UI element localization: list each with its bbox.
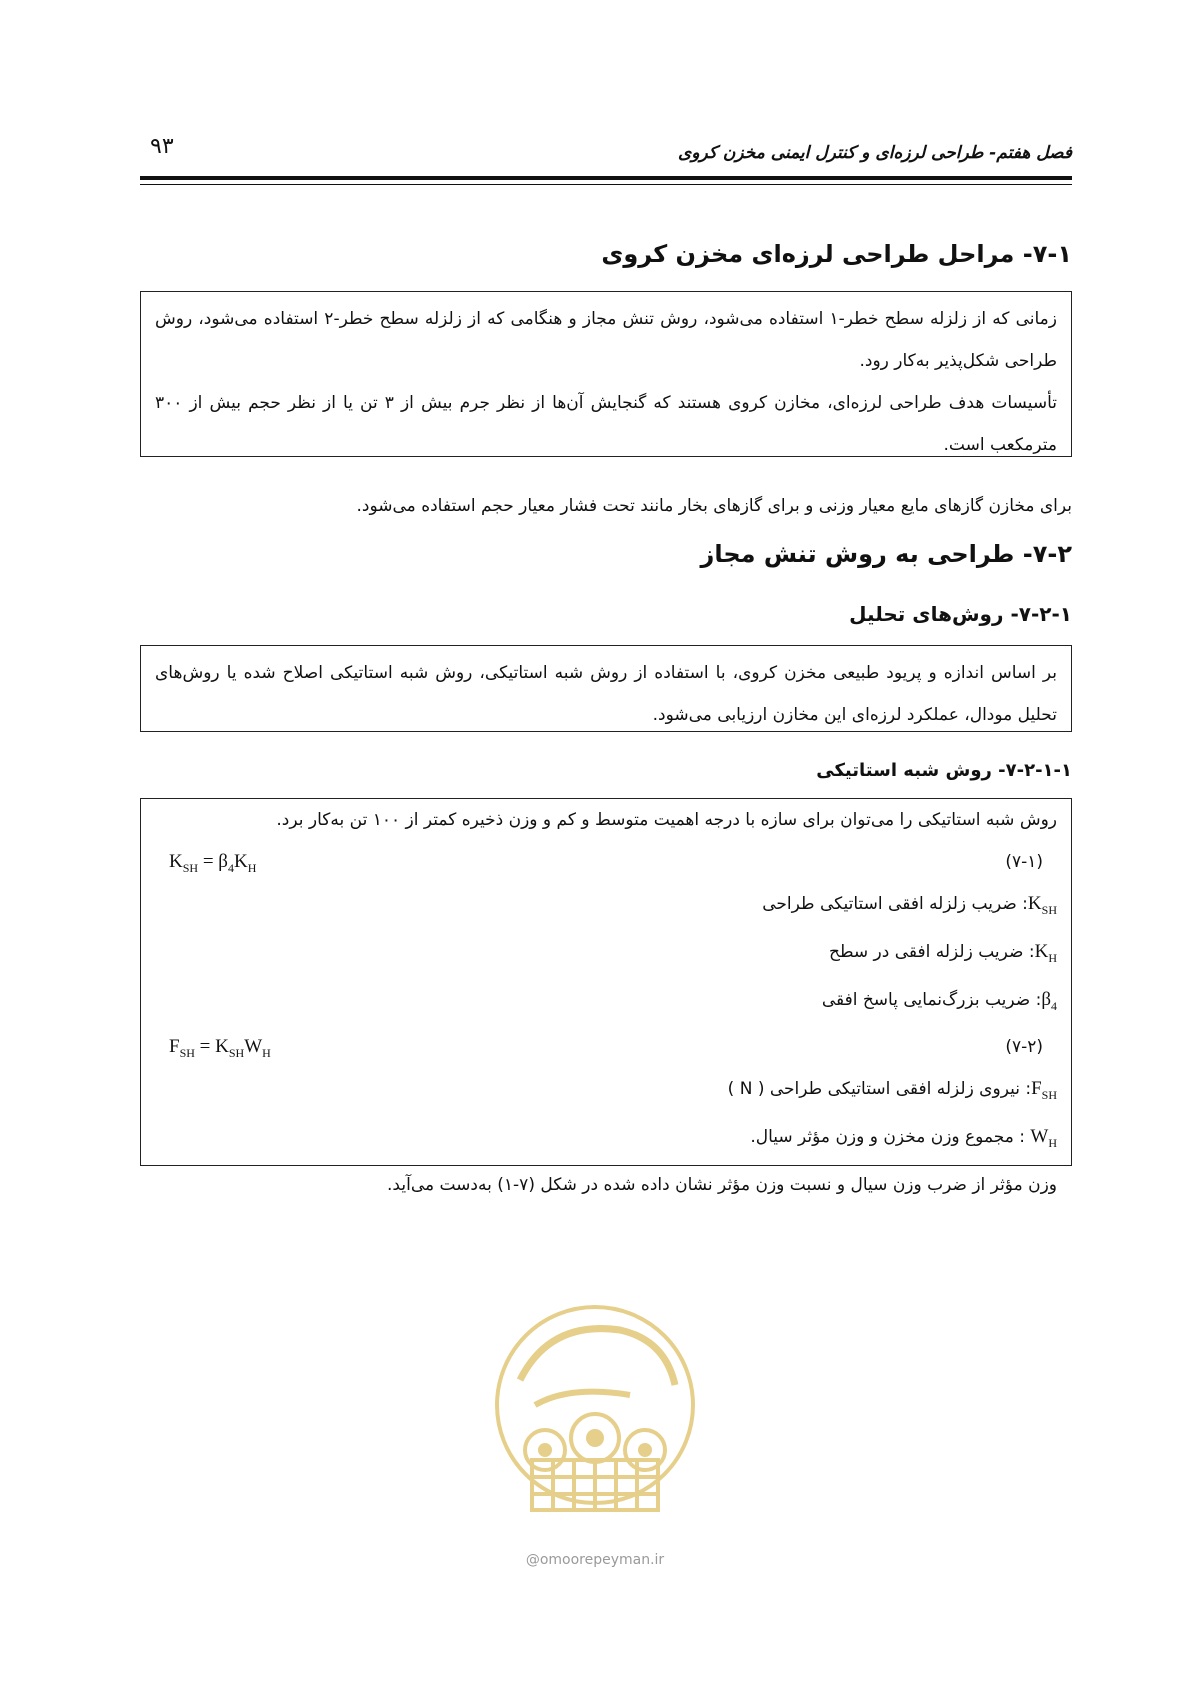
highlight-box-7-2-1 (140, 645, 1072, 732)
equation-number: (۷-۱) (1005, 852, 1043, 872)
equation-formula: $K_{SH} = \beta_4K_H$ (169, 851, 257, 875)
definition-ksh: $K_{SH}$: ضریب زلزله افقی استاتیکی طراحی (762, 893, 1057, 917)
body-paragraph: برای مخازن گازهای مایع معیار وزنی و برای گازهای بخار مانند تحت فشار معیار حجم استفاده می‌شود. (356, 496, 1072, 516)
intro-line: روش شبه استاتیکی را می‌توان برای سازه با درجه اهمیت متوسط و کم و وزن ذخیره کمتر از ۱۰۰ تن به‌کار برد. (276, 810, 1057, 830)
closing-line: وزن مؤثر از ضرب وزن سیال و نسبت وزن مؤثر نشان داده شده در شکل (۷-۱) به‌دست می‌آید. (387, 1174, 1057, 1195)
subsection-heading-7-2-1-1: ۷-۲-۱-۱- روش شبه استاتیکی (816, 760, 1072, 781)
highlight-box-7-1 (140, 291, 1072, 457)
box-paragraph-2: تأسیسات هدف طراحی لرزه‌ای، مخازن کروی هستند که گنجایش آن‌ها از نظر جرم بیش از ۳ تن یا از نظر حجم بیش از ۳۰۰ مترمکعب است. (155, 393, 1057, 455)
running-title: فصل هفتم- طراحی لرزه‌ای و کنترل ایمنی مخزن کروی (678, 143, 1072, 163)
definition-beta: $\beta_4$: ضریب بزرگ‌نمایی پاسخ افقی (821, 988, 1057, 1013)
definition-kh: $K_H$: ضریب زلزله افقی در سطح (828, 940, 1057, 965)
definition-wh: $W_H$ : مجموع وزن مخزن و وزن مؤثر سیال. (750, 1126, 1057, 1150)
page-number: ۹۳ (150, 134, 174, 159)
watermark-caption: @omoorepeyman.ir (525, 1552, 665, 1568)
equation-formula: $F_{SH} = K_{SH}W_H$ (169, 1036, 271, 1061)
definition-fsh: $F_{SH}$: نیروی زلزله افقی استاتیکی طراحی ( N ) (727, 1078, 1057, 1103)
box-paragraph: بر اساس اندازه و پریود طبیعی مخزن کروی، با استفاده از روش شبه استاتیکی، روش شبه استاتیکی اصلاح شده یا روش‌های تحلیل مودال، عملکرد لرزه‌ای این مخازن ارزیابی می‌شود. (155, 663, 1057, 725)
equation-7-1 (155, 841, 1057, 883)
highlight-box-7-2-1-1 (140, 798, 1072, 1195)
header-rule-thick (140, 176, 1072, 180)
equation-7-2 (155, 1026, 1057, 1068)
box-paragraph-1: زمانی که از زلزله سطح خطر-۱ استفاده می‌شود، روش تنش مجاز و هنگامی که از زلزله سطح خطر-۲ استفاده می‌شود، روش طراحی شکل‌پذیر به‌کار رود. (155, 309, 1057, 371)
header-rule-thin (140, 184, 1072, 185)
watermark-logo (490, 1290, 700, 1530)
equation-number: (۷-۲) (1005, 1037, 1043, 1058)
section-heading-7-2: ۷-۲- طراحی به روش تنش مجاز (700, 540, 1072, 568)
section-heading-7-1: ۷-۱- مراحل طراحی لرزه‌ای مخزن کروی (601, 240, 1072, 268)
subsection-heading-7-2-1: ۷-۲-۱- روش‌های تحلیل (849, 602, 1072, 626)
